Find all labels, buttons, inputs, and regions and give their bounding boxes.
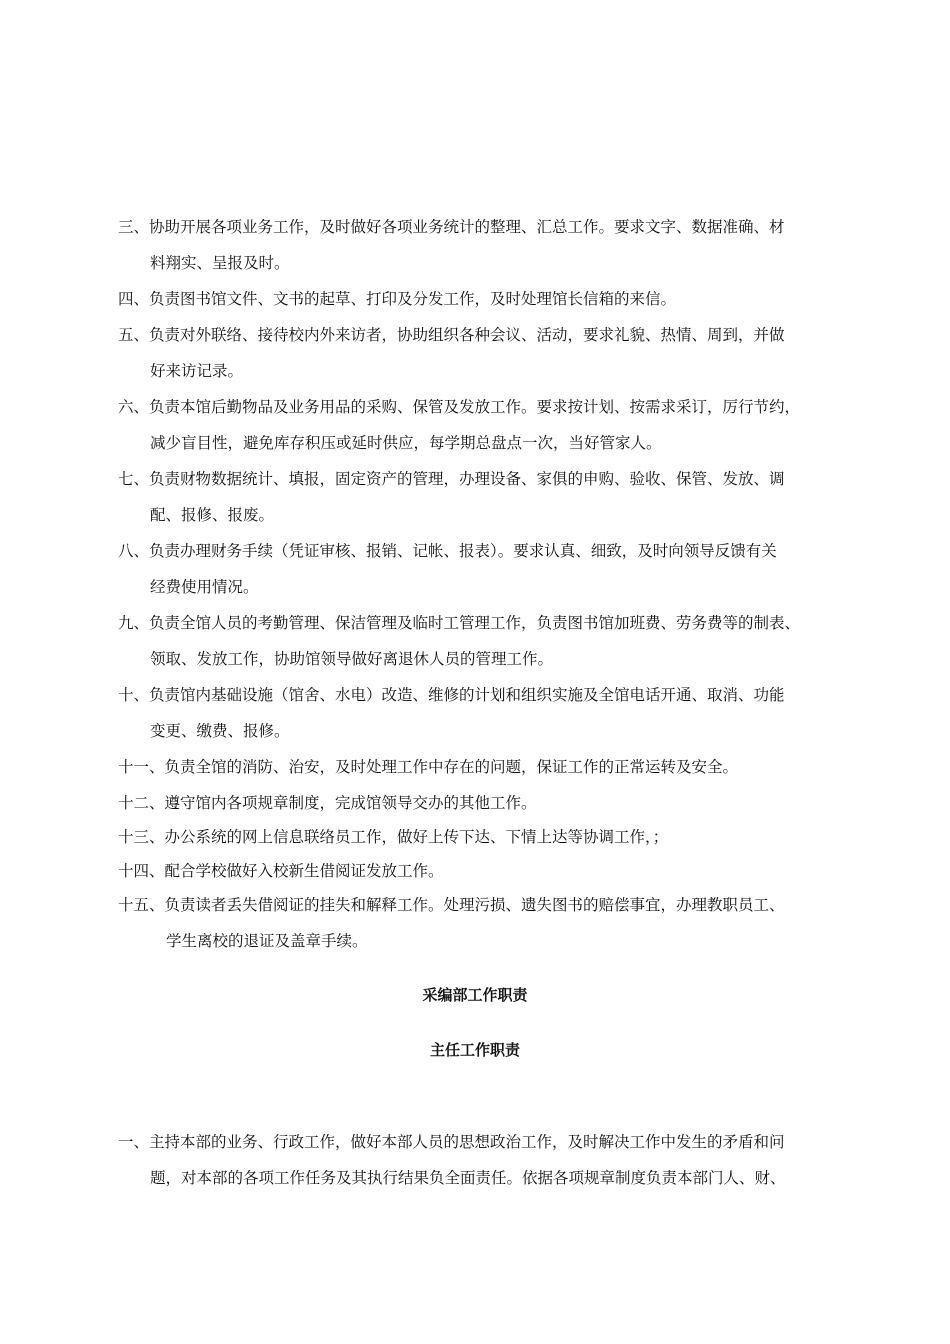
duty-item-15 [118,887,858,959]
duty-item-12 [118,785,858,821]
duty-item-11 [118,749,858,785]
duty-item-8 [118,533,858,605]
duty-item-text: 六、负责本馆后勤物品及业务用品的采购、保管及发放工作。要求按计划、按需求采订，厉行节约， [118,398,801,416]
duty-item-6 [118,389,858,461]
duty-item-text: 七、负责财物数据统计、填报，固定资产的管理，办理设备、家俱的申购、验收、保管、发放、调 [118,470,785,488]
duty-item-continuation: 学生离校的退证及盖章手续。 [166,932,368,950]
duty-item-continuation: 领取、发放工作，协助馆领导做好离退休人员的管理工作。 [150,650,554,668]
duty-item-text: 八、负责办理财务手续（凭证审核、报销、记帐、报表）。要求认真、细致，及时向领导反馈有关 [118,542,777,560]
duty-item-9 [118,605,858,677]
duty-item-4 [118,281,858,317]
director-duty-item-1 [118,1124,858,1196]
duty-item-continuation: 配、报修、报废。 [150,506,275,524]
duty-item-continuation: 好来访记录。 [150,362,244,380]
duty-item-text: 十、负责馆内基础设施（馆舍、水电）改造、维修的计划和组织实施及全馆电话开通、取消、功能 [118,686,785,704]
duty-item-text: 十四、配合学校做好入校新生借阅证发放工作。 [118,862,444,880]
duty-item-3 [118,209,858,281]
duty-item-text: 五、负责对外联络、接待校内外来访者，协助组织各种会议、活动，要求礼貌、热情、周到，并做 [118,326,785,344]
duty-item-text: 十五、负责读者丢失借阅证的挂失和解释工作。处理污损、遗失图书的赔偿事宜，办理教职员工、 [118,896,785,914]
duty-item-5 [118,317,858,389]
duty-item-text: 一、主持本部的业务、行政工作，做好本部人员的思想政治工作，及时解决工作中发生的矛盾和问 [118,1133,785,1151]
duty-item-text: 十二、遵守馆内各项规章制度，完成馆领导交办的其他工作。 [118,794,537,812]
duty-item-text: 三、协助开展各项业务工作，及时做好各项业务统计的整理、汇总工作。要求文字、数据准确、材 [118,218,785,236]
duty-item-10 [118,677,858,749]
section-title: 采编部工作职责 [422,986,528,1004]
sub-title: 主任工作职责 [429,1041,520,1059]
duty-item-continuation: 减少盲目性，避免库存积压或延时供应，每学期总盘点一次，当好管家人。 [150,434,662,452]
duty-item-continuation: 题，对本部的各项工作任务及其执行结果负全面责任。依据各项规章制度负责本部门人、财、 [150,1169,786,1187]
duty-item-13 [118,819,858,855]
duty-item-text: 九、负责全馆人员的考勤管理、保洁管理及临时工管理工作，负责图书馆加班费、劳务费等的制表、 [118,614,801,632]
duty-item-7 [118,461,858,533]
duty-item-text: 四、负责图书馆文件、文书的起草、打印及分发工作，及时处理馆长信箱的来信。 [118,290,677,308]
duty-item-text: 十三、办公系统的网上信息联络员工作，做好上传下达、下情上达等协调工作，； [118,828,669,846]
duty-item-14 [118,853,858,889]
duty-item-text: 十一、负责全馆的消防、治安，及时处理工作中存在的问题，保证工作的正常运转及安全。 [118,758,739,776]
duty-item-continuation: 变更、缴费、报修。 [150,722,290,740]
duty-item-continuation: 经费使用情况。 [150,578,259,596]
duty-item-continuation: 料翔实、呈报及时。 [150,254,290,272]
